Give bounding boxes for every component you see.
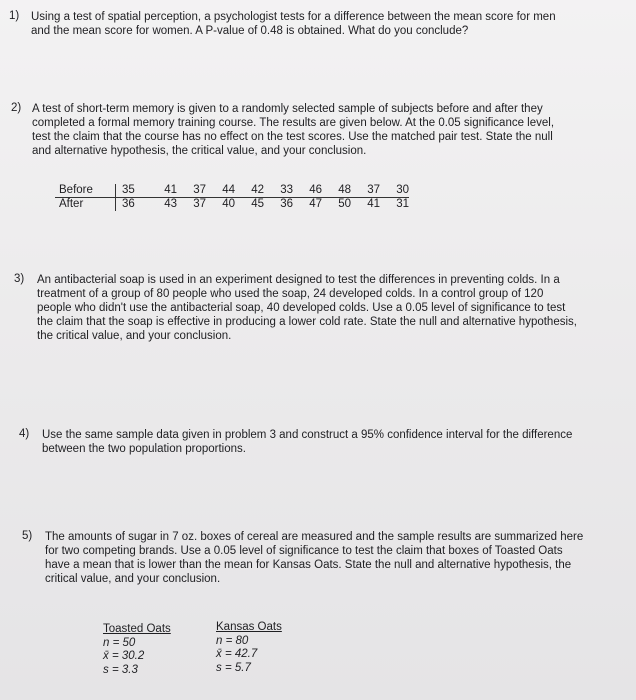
text-line: for two competing brands. Use a 0.05 level of significance to test the claim that boxes of Toasted Oats — [45, 545, 563, 557]
row-label: After — [55, 198, 116, 212]
table-cell: 48 — [322, 184, 351, 198]
sample-mean: x̄ = 30.2 — [103, 650, 145, 662]
text-line: have a mean that is lower than the mean for Kansas Oats. State the null and alternative hypothesis, the — [45, 559, 572, 571]
text-line: and alternative hypothesis, the critical value, and your conclusion. — [32, 145, 367, 157]
text-line: people who didn't use the antibacterial soap, 40 developed colds. Use a 0.05 level of significance to test — [37, 302, 566, 314]
text-line: An antibacterial soap is used in an experiment designed to test the differences in preventing colds. In a — [37, 274, 560, 286]
text-line: the critical value, and your conclusion. — [37, 330, 232, 342]
table-cell: 42 — [235, 184, 264, 198]
problem-number: 4) — [19, 428, 30, 440]
problem-number: 5) — [22, 530, 33, 542]
sample-size: n = 80 — [216, 634, 249, 647]
table-cell: 45 — [251, 198, 264, 210]
text-line: A test of short-term memory is given to a randomly selected sample of subjects before and after they — [32, 103, 543, 115]
sample-mean: x̄ = 42.7 — [216, 648, 258, 660]
text-line: critical value, and your conclusion. — [45, 573, 221, 585]
text-line: Use the same sample data given in problem 3 and construct a 95% confidence interval for the difference — [42, 429, 573, 441]
problem-text — [37, 273, 577, 343]
table-cell: 37 — [193, 198, 206, 210]
problem-number: 3) — [14, 273, 25, 285]
table-cell: 50 — [338, 198, 351, 210]
text-line: treatment of a group of 80 people who used the soap, 24 developed colds. In a control group of 120 — [37, 288, 544, 300]
table-cell: 36 — [280, 198, 293, 210]
problem-text — [31, 10, 556, 38]
table-cell: 41 — [367, 198, 380, 210]
text-line: The amounts of sugar in 7 oz. boxes of cereal are measured and the sample results are summarized here — [45, 531, 584, 543]
table-row-before — [55, 184, 409, 198]
table-cell: 37 — [177, 184, 206, 198]
table-cell: 36 — [122, 198, 135, 210]
text-line: test the claim that the course has no effect on the test scores. Use the matched pair test. State the null — [32, 131, 553, 143]
table-cell: 41 — [148, 184, 177, 198]
table-cell: 37 — [351, 184, 380, 198]
problem-number: 1) — [9, 10, 20, 22]
sample-stdev: s = 3.3 — [103, 663, 138, 676]
text-line: and the mean score for women. A P-value of 0.48 is obtained. What do you conclude? — [31, 25, 469, 37]
problem-number: 2) — [11, 102, 22, 114]
before-after-table — [55, 184, 409, 211]
problem-text — [42, 428, 572, 456]
table-cell: 47 — [309, 198, 322, 210]
row-label: Before — [55, 184, 116, 198]
problem-text — [45, 530, 583, 586]
sample-size: n = 50 — [103, 636, 136, 649]
table-cell: 35 — [116, 184, 149, 198]
table-row-after — [55, 198, 409, 212]
sample-stdev: s = 5.7 — [216, 661, 251, 674]
text-line: Using a test of spatial perception, a psychologist tests for a difference between the mean score for men — [31, 11, 556, 23]
problem-text — [32, 102, 554, 158]
table-cell: 30 — [380, 184, 409, 198]
table-cell: 46 — [293, 184, 322, 198]
table-cell: 43 — [164, 198, 177, 210]
table-cell: 40 — [222, 198, 235, 210]
brand-kansas-oats — [216, 621, 282, 675]
table-cell: 31 — [396, 198, 409, 210]
brand-toasted-oats — [103, 623, 171, 677]
text-line: the claim that the soap is effective in producing a lower cold rate. State the null and alternative hypothesis, — [37, 316, 577, 328]
brand-name: Toasted Oats — [103, 623, 171, 635]
table-cell: 33 — [264, 184, 293, 198]
text-line: between the two population proportions. — [42, 443, 246, 455]
table-cell: 44 — [206, 184, 235, 198]
brand-name: Kansas Oats — [216, 621, 282, 633]
text-line: completed a formal memory training course. The results are given below. At the 0.05 significance level, — [32, 117, 555, 129]
